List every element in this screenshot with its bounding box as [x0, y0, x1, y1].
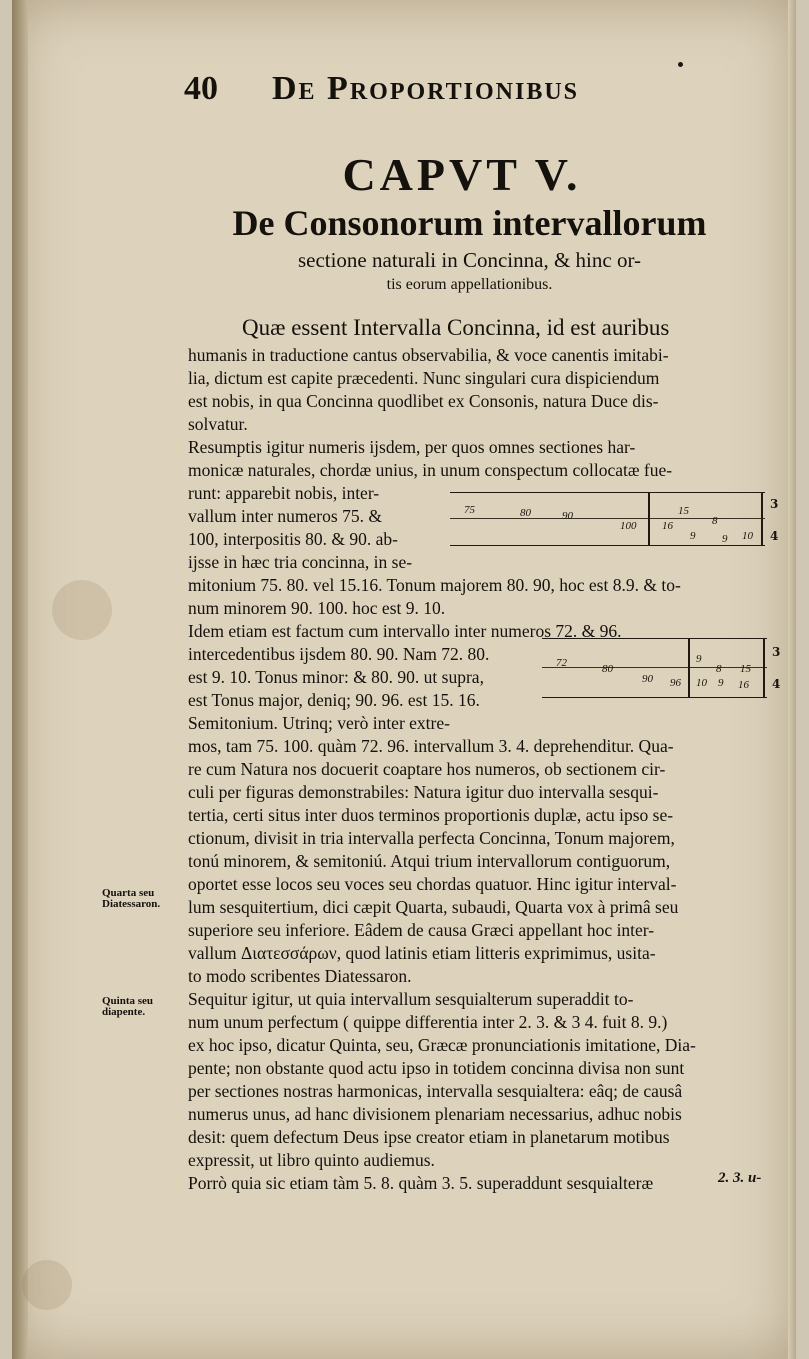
interval-diagram-1: [450, 492, 779, 546]
chapter-heading: De Consonorum intervallorum: [232, 203, 707, 243]
text-line: runt: apparebit nobis, inter-: [188, 483, 380, 503]
running-head: [184, 70, 704, 114]
diagram-end-label: 3: [770, 497, 779, 511]
catchword: 2. 3. u-: [718, 1170, 762, 1186]
chapter-subtitle-line-2: tis eorum appellationibus.: [386, 276, 553, 293]
text-line: vallum Διατεσσάρων, quod latinis etiam litteris exprimimus, usita-: [188, 943, 656, 963]
text-line: est Tonus major, deniq; 90. 96. est 15. 16.: [188, 690, 480, 710]
text-line: tertia, certi situs inter duos terminos proportionis duplæ, actu ipso se-: [188, 805, 674, 825]
diagram-label: 100: [620, 520, 637, 532]
text-line: expressit, ut libro quinto audiemus.: [188, 1150, 435, 1170]
book-page: [12, 0, 796, 1359]
text-line: mitonium 75. 80. vel 15.16. Tonum majorem 80. 90, hoc est 8.9. & to-: [188, 575, 681, 595]
text-line: est nobis, in qua Concinna quodlibet ex Consonis, natura Duce dis-: [188, 391, 659, 411]
text-line: num unum perfectum ( quippe differentia inter 2. 3. & 3 4. fuit 8. 9.): [188, 1012, 668, 1032]
diagram-end-label: 4: [770, 529, 779, 543]
diagram-divider: [763, 639, 765, 697]
text-line: Semitonium. Utrinq; verò inter extre-: [188, 713, 450, 733]
text-line: humanis in traductione cantus observabilia, & voce canentis imitabi-: [188, 345, 669, 365]
diagram-end-label: 4: [772, 677, 781, 691]
marginal-note-line: diapente.: [102, 1006, 146, 1018]
marginal-note-line: Quarta seu: [102, 887, 155, 899]
diagram-label: 15: [740, 663, 751, 675]
marginal-note-quarta: [102, 888, 160, 910]
paper-stain: [52, 580, 112, 640]
text-line: lia, dictum est capite præcedenti. Nunc singulari cura dispiciendum: [188, 368, 660, 388]
diagram-label: 80: [520, 507, 531, 519]
page-gutter: [12, 0, 28, 1359]
text-line: solvatur.: [188, 414, 248, 434]
marginal-note-line: Diatessaron.: [102, 898, 161, 910]
text-line: superiore seu inferiore. Eâdem de causa Græci appellant hoc inter-: [188, 920, 655, 940]
diagram-label: 80: [602, 663, 613, 675]
text-line: tonú minorem, & semitoniú. Atqui trium intervallorum contiguorum,: [188, 851, 671, 871]
text-line: per sectiones nostras harmonicas, intervalla sesquialtera: eâq; de causâ: [188, 1081, 683, 1101]
diagram-divider: [761, 493, 763, 545]
diagram-label: 16: [738, 679, 749, 691]
diagram-label: 9: [718, 677, 724, 689]
text-line: monicæ naturales, chordæ unius, in unum conspectum collocatæ fue-: [188, 460, 673, 480]
text-line: Resumptis igitur numeris ijsdem, per quos omnes sectiones har-: [188, 437, 636, 457]
running-title: De Proportionibus: [272, 70, 580, 107]
text-line: num minorem 90. 100. hoc est 9. 10.: [188, 598, 446, 618]
marginal-note-quinta: [102, 996, 153, 1018]
text-line: est 9. 10. Tonus minor: & 80. 90. ut supra,: [188, 667, 484, 687]
text-line: pente; non obstante quod actu ipso in totidem concinna divisa non sunt: [188, 1058, 685, 1078]
text-line: Sequitur igitur, ut quia intervallum sesquialterum superaddit to-: [188, 989, 634, 1009]
text-line: ctionum, divisit in tria intervalla perfecta Concinna, Tonum majorem,: [188, 828, 675, 848]
diagram-label: 8: [712, 515, 718, 527]
ink-speck: [678, 62, 683, 67]
diagram-label: 15: [678, 505, 689, 517]
text-line: 100, interpositis 80. & 90. ab-: [188, 529, 398, 549]
diagram-label: 9: [696, 653, 702, 665]
diagram-label: 10: [742, 530, 753, 542]
chapter-title: CAPVT V.: [342, 149, 582, 200]
diagram-label: 90: [642, 673, 653, 685]
diagram-label: 8: [716, 663, 722, 675]
text-line: ex hoc ipso, dicatur Quinta, seu, Græcæ pronunciationis imitatione, Dia-: [188, 1035, 696, 1055]
diagram-end-label: 3: [772, 645, 781, 659]
text-line: desit: quem defectum Deus ipse creator etiam in planetarum motibus: [188, 1127, 670, 1147]
text-line: lum sesquitertium, dici cæpit Quarta, subaudi, Quarta vox à primâ seu: [188, 897, 679, 917]
text-line: re cum Natura nos docuerit coaptare hos numeros, ob sectionem cir-: [188, 759, 666, 779]
interval-diagram-2: [542, 638, 781, 698]
diagram-mid-line: [542, 667, 767, 668]
page-number: 40: [184, 70, 218, 107]
diagram-divider: [648, 493, 650, 545]
diagram-label: 16: [662, 520, 673, 532]
text-line: mos, tam 75. 100. quàm 72. 96. intervallum 3. 4. deprehenditur. Qua-: [188, 736, 674, 756]
chapter-subtitle-line-1: sectione naturali in Concinna, & hinc or-: [297, 248, 642, 272]
text-line: intercedentibus ijsdem 80. 90. Nam 72. 80.: [188, 644, 490, 664]
diagram-label: 96: [670, 677, 681, 689]
text-line: numerus unus, ad hanc divisionem plenariam necessarius, adhuc nobis: [188, 1104, 682, 1124]
text-line: culi per figuras demonstrabiles: Natura igitur duo intervalla sesqui-: [188, 782, 659, 802]
marginal-note-line: Quinta seu: [102, 995, 154, 1007]
page-edge: [788, 0, 796, 1359]
paper-stain: [22, 1260, 72, 1310]
text-line: vallum inter numeros 75. &: [188, 506, 382, 526]
diagram-label: 9: [722, 533, 728, 545]
text-line: Idem etiam est factum cum intervallo inter numeros 72. & 96.: [188, 621, 622, 641]
text-line: to modo scribentes Diatessaron.: [188, 966, 412, 986]
text-line: ijsse in hæc tria concinna, in se-: [188, 552, 413, 572]
text-line: Quæ essent Intervalla Concinna, id est auribus: [242, 315, 670, 340]
diagram-label: 75: [464, 504, 475, 516]
diagram-divider: [688, 639, 690, 697]
diagram-label: 9: [690, 530, 696, 542]
text-line: oportet esse locos seu voces seu chordas quatuor. Hinc igitur interval-: [188, 874, 677, 894]
text-line: Porrò quia sic etiam tàm 5. 8. quàm 3. 5. superaddunt sesquialteræ: [188, 1173, 654, 1193]
body-text: [188, 312, 788, 1195]
diagram-label: 10: [696, 677, 707, 689]
diagram-label: 90: [562, 510, 573, 522]
diagram-label: 72: [556, 657, 567, 669]
